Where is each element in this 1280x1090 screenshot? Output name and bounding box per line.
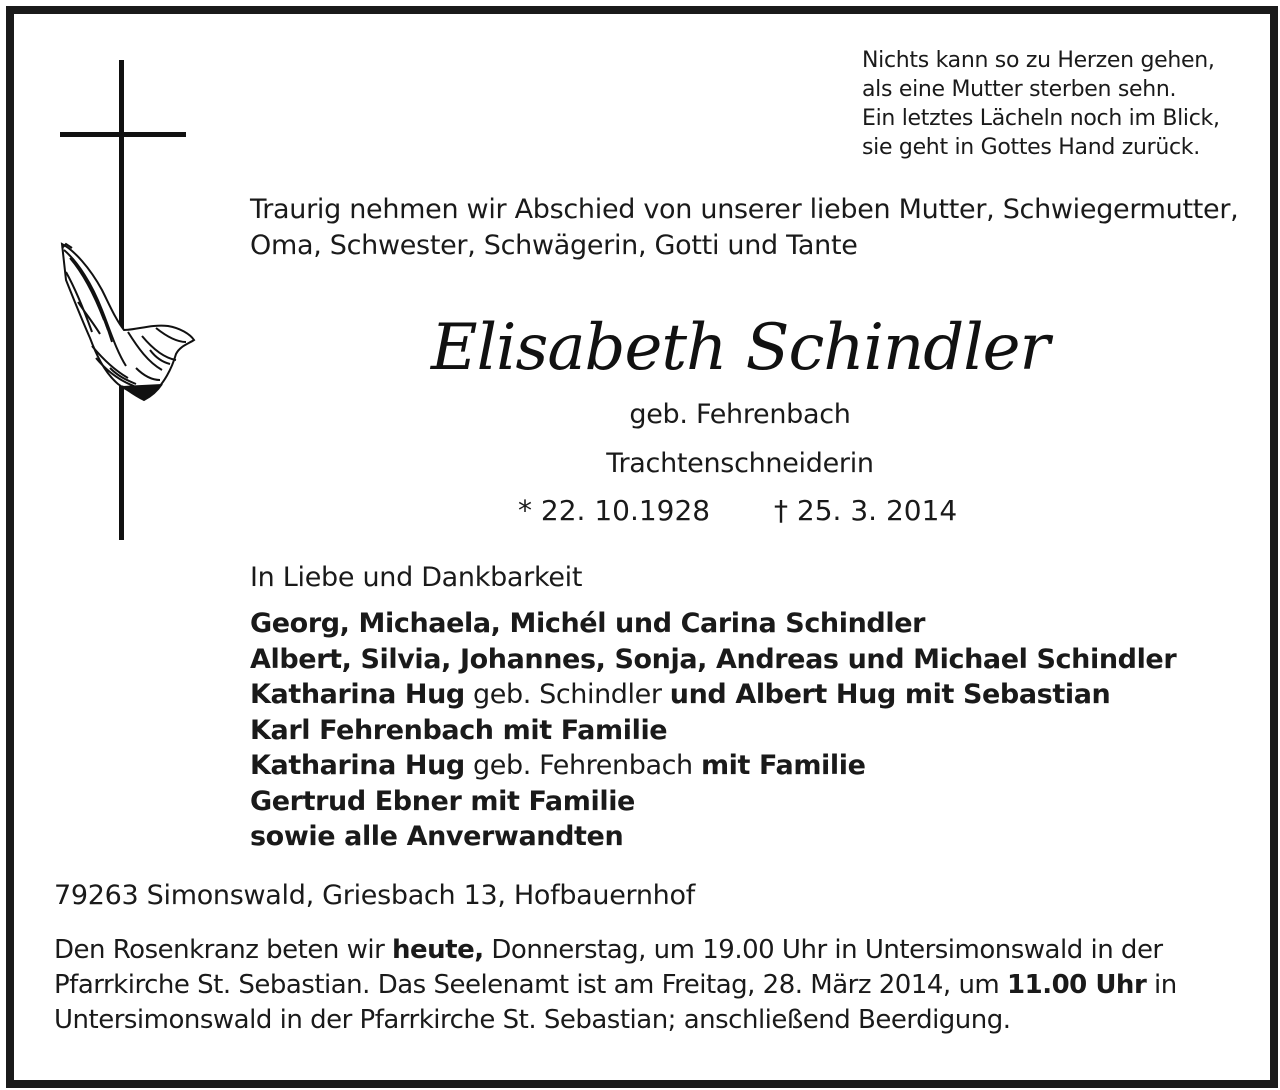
maiden-name: geb. Fehrenbach — [629, 399, 851, 430]
service-line — [54, 933, 1177, 968]
family-line: Karl Fehrenbach mit Familie — [250, 714, 668, 746]
poem-line: sie geht in Gottes Hand zurück. — [862, 135, 1200, 160]
intro-line: Oma, Schwester, Schwägerin, Gotti und Tante — [250, 230, 858, 261]
service-emphasis: heute, — [392, 935, 484, 965]
family-name: Katharina Hug — [250, 679, 465, 710]
praying-hands-icon — [62, 244, 194, 400]
service-line — [54, 968, 1177, 1003]
poem-line: Ein letztes Lächeln noch im Blick, — [862, 106, 1220, 131]
family-maiden: geb. Fehrenbach — [464, 750, 701, 781]
family-line: sowie alle Anverwandten — [250, 821, 624, 852]
family-line: Georg, Michaela, Michél und Carina Schindler — [250, 608, 926, 639]
family-line: Gertrud Ebner mit Familie — [250, 785, 635, 817]
intro-text — [250, 192, 1238, 264]
service-text: Donnerstag, um 19.00 Uhr in Untersimonswald in der — [483, 935, 1163, 965]
death-date: † 25. 3. 2014 — [774, 494, 958, 527]
intro-line: Traurig nehmen wir Abschied von unserer lieben Mutter, Schwiegermutter, — [250, 194, 1239, 225]
service-line: Untersimonswald in der Pfarrkirche St. Sebastian; anschließend Beerdigung. — [54, 1005, 1011, 1035]
service-info — [54, 933, 1177, 1038]
family-name: Katharina Hug — [250, 750, 465, 781]
service-text: in — [1146, 970, 1177, 1000]
poem-line: Nichts kann so zu Herzen gehen, — [862, 48, 1215, 73]
service-emphasis: 11.00 Uhr — [1007, 970, 1147, 1000]
birth-date: * 22. 10.1928 — [518, 494, 711, 527]
family-maiden: geb. Schindler — [464, 679, 670, 710]
family-name: und Albert Hug mit Sebastian — [669, 679, 1111, 710]
service-text: Pfarrkirche St. Sebastian. Das Seelenamt ist am Freitag, 28. März 2014, um — [54, 970, 1008, 1000]
profession: Trachtenschneiderin — [606, 448, 874, 479]
service-text: Den Rosenkranz beten wir — [54, 935, 393, 965]
family-name: mit Familie — [700, 750, 866, 781]
family-line: Albert, Silvia, Johannes, Sonja, Andreas und Michael Schindler — [250, 643, 1177, 675]
deceased-name: Elisabeth Schindler — [430, 311, 1050, 385]
family-line — [250, 748, 1176, 784]
poem-line: als eine Mutter sterben sehn. — [862, 77, 1177, 102]
family-line — [250, 677, 1176, 713]
address: 79263 Simonswald, Griesbach 13, Hofbauernhof — [54, 880, 695, 911]
family-list — [250, 606, 1176, 855]
poem — [862, 46, 1220, 162]
closing-phrase: In Liebe und Dankbarkeit — [250, 562, 583, 593]
cross-icon — [52, 58, 202, 548]
